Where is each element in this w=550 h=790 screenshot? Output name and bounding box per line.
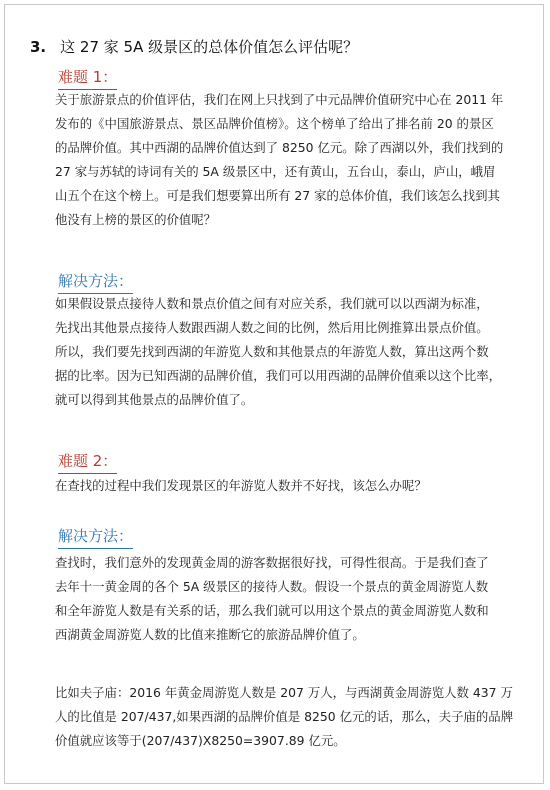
- text-line: 和全年游览人数是有关系的话，那么我们就可以用这个景点的黄金周游览人数和: [55, 603, 489, 618]
- text-line: 先找出其他景点接待人数跟西湖人数之间的比例，然后用比例推算出景点价值。: [55, 320, 489, 335]
- solution-2-heading: 解决方法：: [58, 525, 133, 549]
- text-line: 去年十一黄金周的各个 5A 级景区的接待人数。假设一个景点的黄金周游览人数: [55, 579, 489, 594]
- question-number: 3.: [30, 38, 47, 56]
- text-line: 发布的《中国旅游景点、景区品牌价值榜》。这个榜单了给出了排名前 20 的景区: [55, 116, 494, 131]
- solution-2-text: [55, 551, 530, 647]
- question-text: 这 27 家 5A 级景区的总体价值怎么评估呢？: [60, 38, 359, 56]
- problem-2-text: [55, 474, 530, 498]
- text-line: 比如夫子庙：2016 年黄金周游览人数是 207 万人，与西湖黄金周游览人数 437 万: [55, 685, 513, 700]
- solution-1-text: [55, 292, 530, 412]
- problem-2-heading: 难题 2：: [58, 450, 117, 474]
- problem-1-heading: 难题 1：: [58, 66, 117, 90]
- text-line: 在查找的过程中我们发现景区的年游览人数并不好找，该怎么办呢？: [55, 478, 427, 493]
- text-line: 西湖黄金周游览人数的比值来推断它的旅游品牌价值了。: [55, 627, 365, 642]
- text-line: 关于旅游景点的价值评估，我们在网上只找到了中元品牌价值研究中心在 2011 年: [55, 92, 504, 107]
- example-text: [55, 681, 530, 753]
- text-line: 就可以得到其他景点的品牌价值了。: [55, 392, 254, 407]
- text-line: 查找时，我们意外的发现黄金周的游客数据很好找，可得性很高。于是我们查了: [55, 555, 489, 570]
- text-line: 的品牌价值。其中西湖的品牌价值达到了 8250 亿元。除了西湖以外，我们找到的: [55, 140, 504, 155]
- question-title: [30, 36, 358, 57]
- text-line: 山五个在这个榜上。可是我们想要算出所有 27 家的总体价值，我们该怎么找到其: [55, 188, 500, 203]
- text-line: 如果假设景点接待人数和景点价值之间有对应关系，我们就可以以西湖为标准，: [55, 296, 489, 311]
- problem-1-text: [55, 88, 530, 232]
- text-line: 价值就应该等于(207/437)X8250=3907.89 亿元。: [55, 733, 346, 748]
- text-line: 所以，我们要先找到西湖的年游览人数和其他景点的年游览人数，算出这两个数: [55, 344, 489, 359]
- text-line: 据的比率。因为已知西湖的品牌价值，我们可以用西湖的品牌价值乘以这个比率，: [55, 368, 502, 383]
- text-line: 人的比值是 207/437,如果西湖的品牌价值是 8250 亿元的话，那么，夫子庙的品牌: [55, 709, 514, 724]
- text-line: 27 家与苏轼的诗词有关的 5A 级景区中，还有黄山，五台山，泰山，庐山，峨眉: [55, 164, 496, 179]
- solution-1-heading: 解决方法：: [58, 270, 133, 294]
- text-line: 他没有上榜的景区的价值呢？: [55, 212, 217, 227]
